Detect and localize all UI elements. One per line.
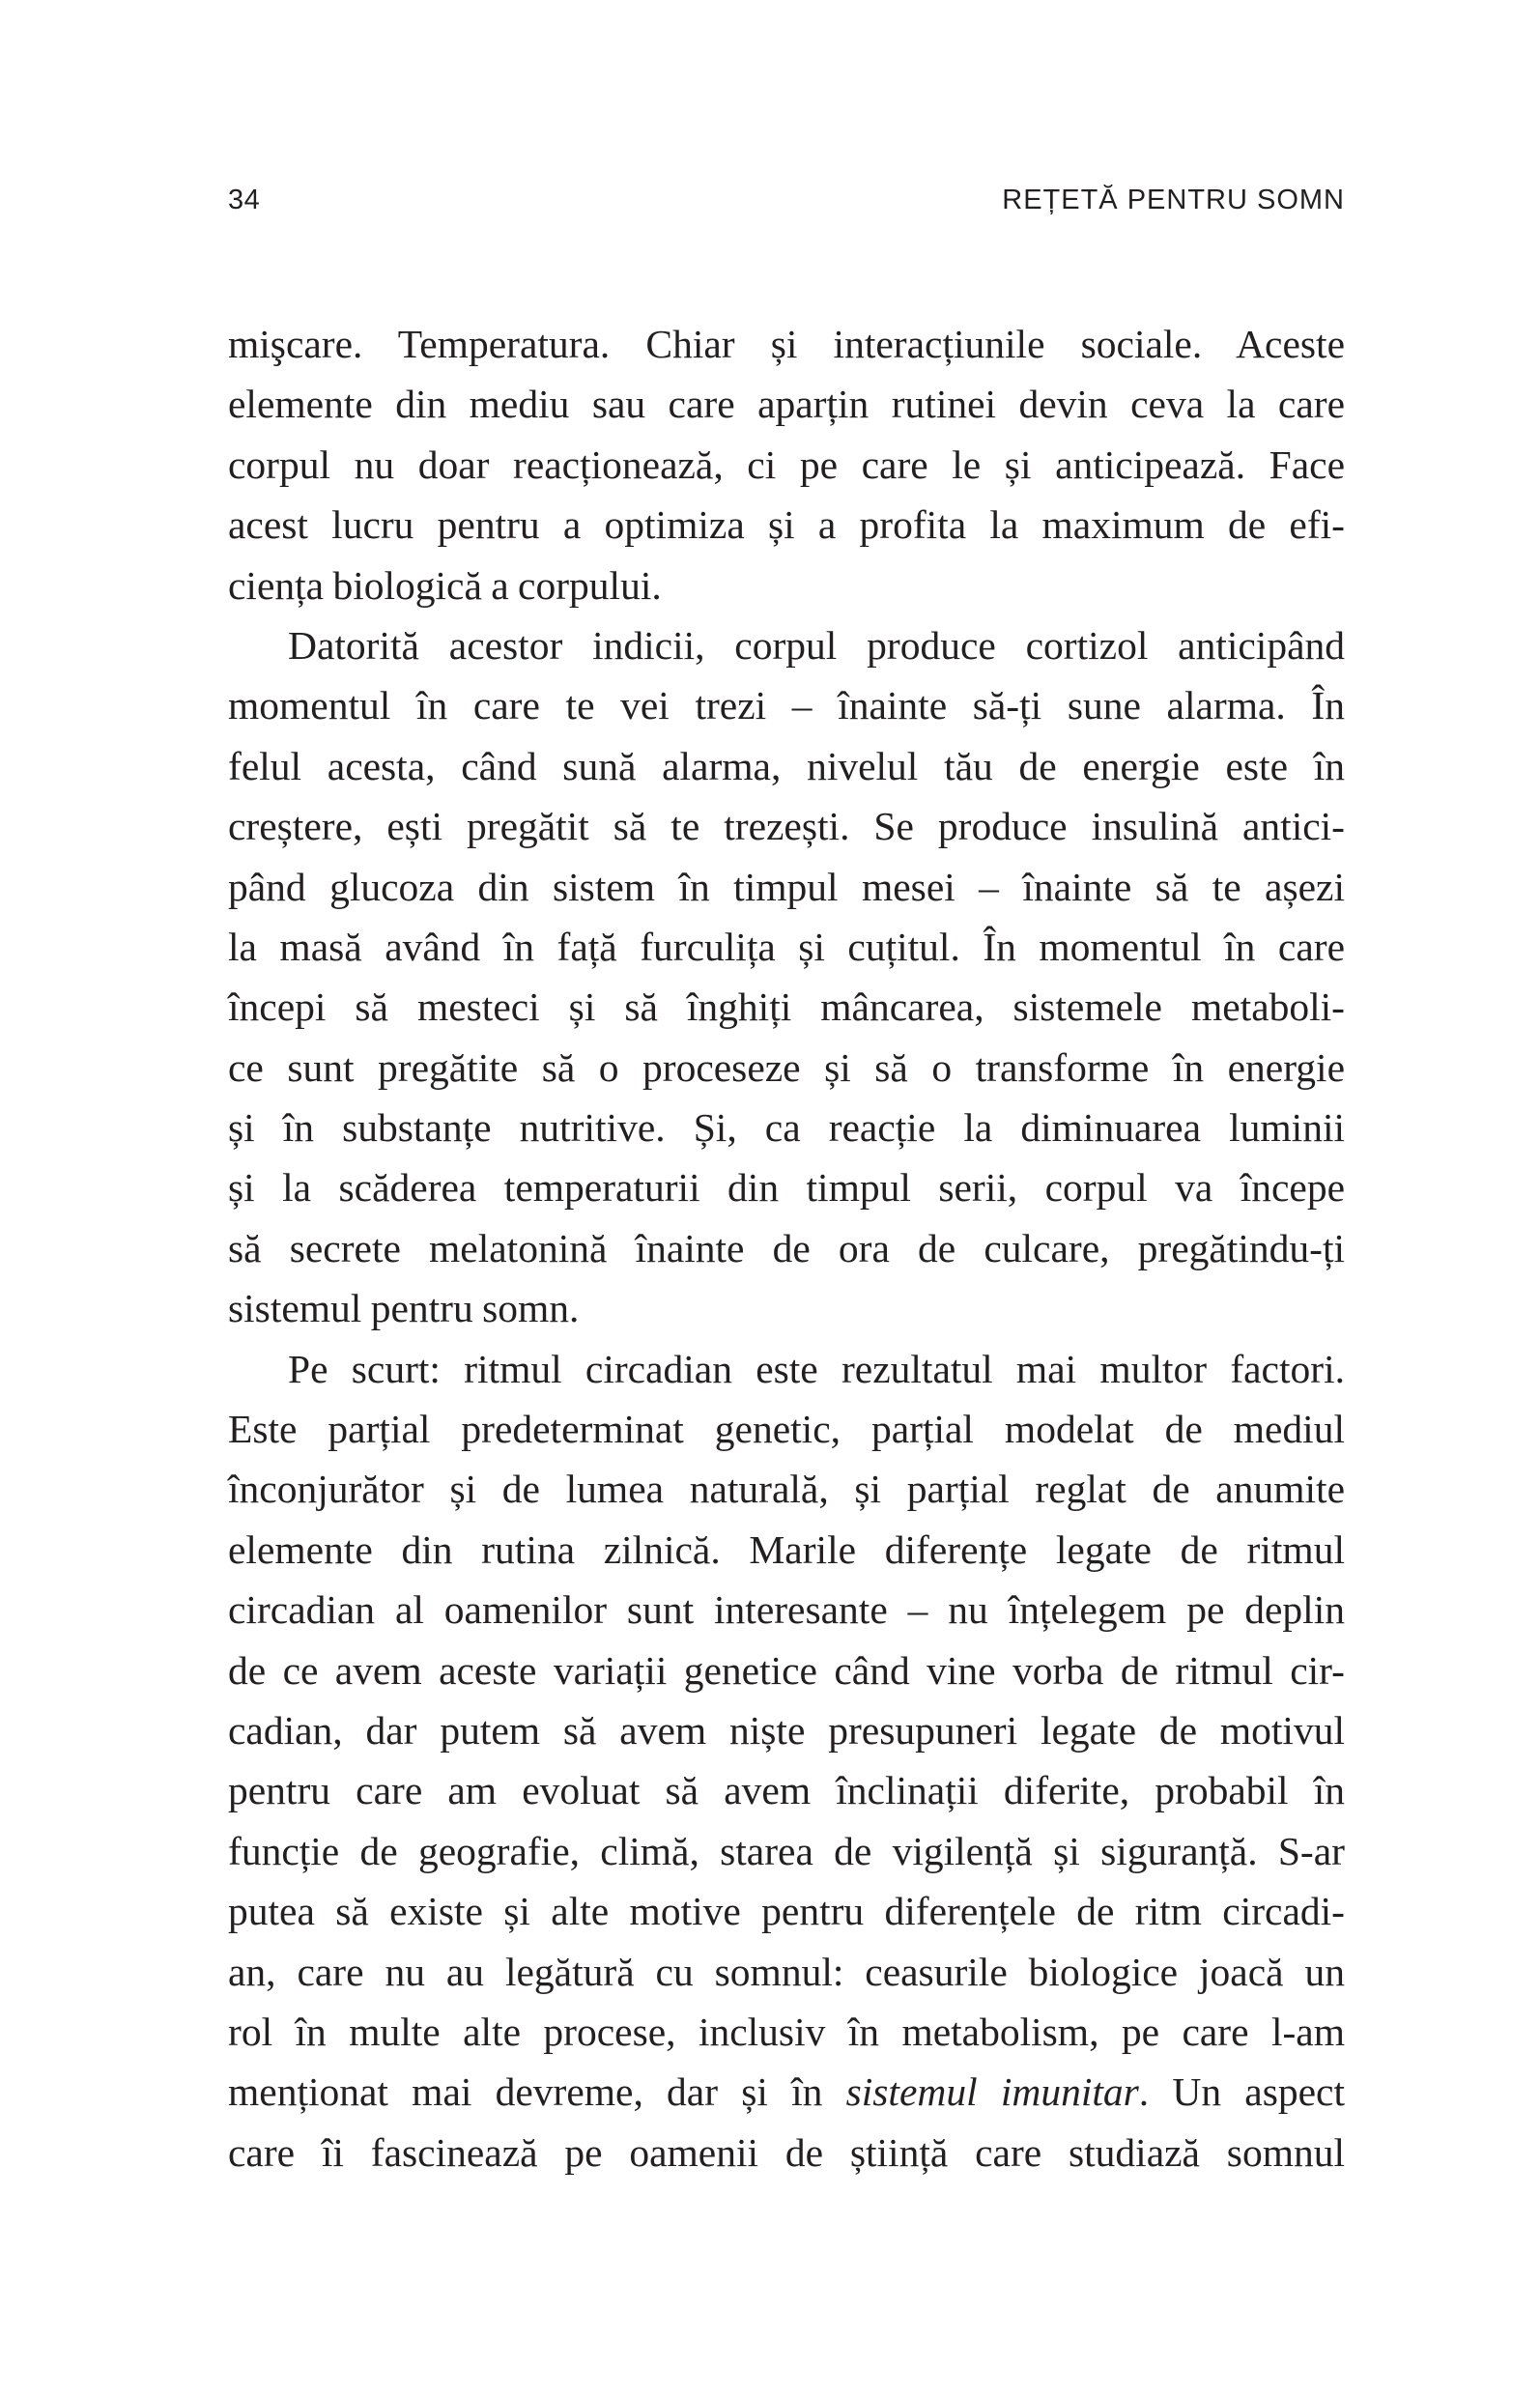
- text-line: circadian al oamenilor sunt interesante – nu înțelegem pe deplin: [228, 1587, 1345, 1633]
- text-line: Datorită acestor indicii, corpul produce cortizol anticipând: [288, 622, 1345, 668]
- text-line: rol în multe alte procese, inclusiv în metabolism, pe care l-am: [228, 2009, 1345, 2054]
- text-line: felul acesta, când sună alarma, nivelul tău de energie este în: [228, 743, 1345, 788]
- text-run: . Un aspect: [1138, 2069, 1345, 2115]
- text-line: cadian, dar putem să avem niște presupuneri legate de motivul: [228, 1707, 1345, 1753]
- text-line: ciența biologică a corpului.: [228, 562, 662, 608]
- text-line: Este parțial predeterminat genetic, parțial modelat de mediul: [228, 1407, 1345, 1452]
- paragraph: [228, 615, 1345, 1339]
- text-line: înconjurător și de lumea naturală, și parțial reglat de anumite: [228, 1467, 1345, 1512]
- text-line: pând glucoza din sistem în timpul mesei – înainte să te așezi: [228, 864, 1345, 909]
- text-line: mişcare. Temperatura. Chiar și interacțiunile sociale. Aceste: [228, 322, 1345, 366]
- text-line: și la scăderea temperaturii din timpul serii, corpul va începe: [228, 1165, 1345, 1211]
- text-line: creștere, ești pregătit să te trezești. Se produce insulină antici-: [228, 804, 1345, 849]
- text-line: de ce avem aceste variații genetice când vine vorba de ritmul cir-: [228, 1647, 1345, 1693]
- paragraph: [228, 1339, 1345, 2182]
- text-line: elemente din rutina zilnică. Marile diferențe legate de ritmul: [228, 1526, 1345, 1572]
- running-header: [228, 185, 1345, 215]
- text-line: acest lucru pentru a optimiza și a profita la maximum de efi-: [228, 502, 1345, 548]
- text-line: Pe scurt: ritmul circadian este rezultatul mai multor factori.: [288, 1346, 1345, 1391]
- text-line: corpul nu doar reacționează, ci pe care le și anticipează. Face: [228, 442, 1345, 487]
- text-line: ce sunt pregătite să o proceseze și să o transforme în energie: [228, 1044, 1345, 1090]
- text-line: putea să existe și alte motive pentru diferențele de ritm circadi-: [228, 1889, 1345, 1934]
- text-line: elemente din mediu sau care aparțin rutinei devin ceva la care: [228, 382, 1345, 427]
- emphasized-term: sistemul imunitar: [845, 2069, 1139, 2115]
- text-line: momentul în care te vei trezi – înainte să-ți sune alarma. În: [228, 683, 1345, 728]
- page-number: 34: [228, 185, 261, 215]
- paragraph: [228, 314, 1345, 615]
- body-text: [228, 314, 1345, 2182]
- text-line: pentru care am evoluat să avem înclinații diferite, probabil în: [228, 1768, 1345, 1813]
- text-line: începi să mesteci și să înghiți mâncarea, sistemele metaboli-: [228, 984, 1345, 1030]
- text-line: an, care nu au legătură cu somnul: ceasurile biologice joacă un: [228, 1949, 1345, 1994]
- text-run: menționat mai devreme, dar și în: [228, 2069, 846, 2115]
- text-line: și în substanțe nutritive. Și, ca reacție la diminuarea luminii: [228, 1105, 1345, 1151]
- text-line: să secrete melatonină înainte de ora de culcare, pregătindu-ți: [228, 1225, 1345, 1270]
- running-title: REȚETĂ PENTRU SOMN: [1002, 185, 1345, 215]
- text-line: funcție de geografie, climă, starea de vigilență și siguranță. S-ar: [228, 1828, 1345, 1873]
- text-line: care îi fascinează pe oamenii de știință care studiază somnul: [228, 2129, 1345, 2175]
- text-line: sistemul pentru somn.: [228, 1286, 580, 1331]
- text-line: [228, 2062, 1345, 2122]
- text-line: la masă având în față furculița și cuțitul. În momentul în care: [228, 924, 1345, 969]
